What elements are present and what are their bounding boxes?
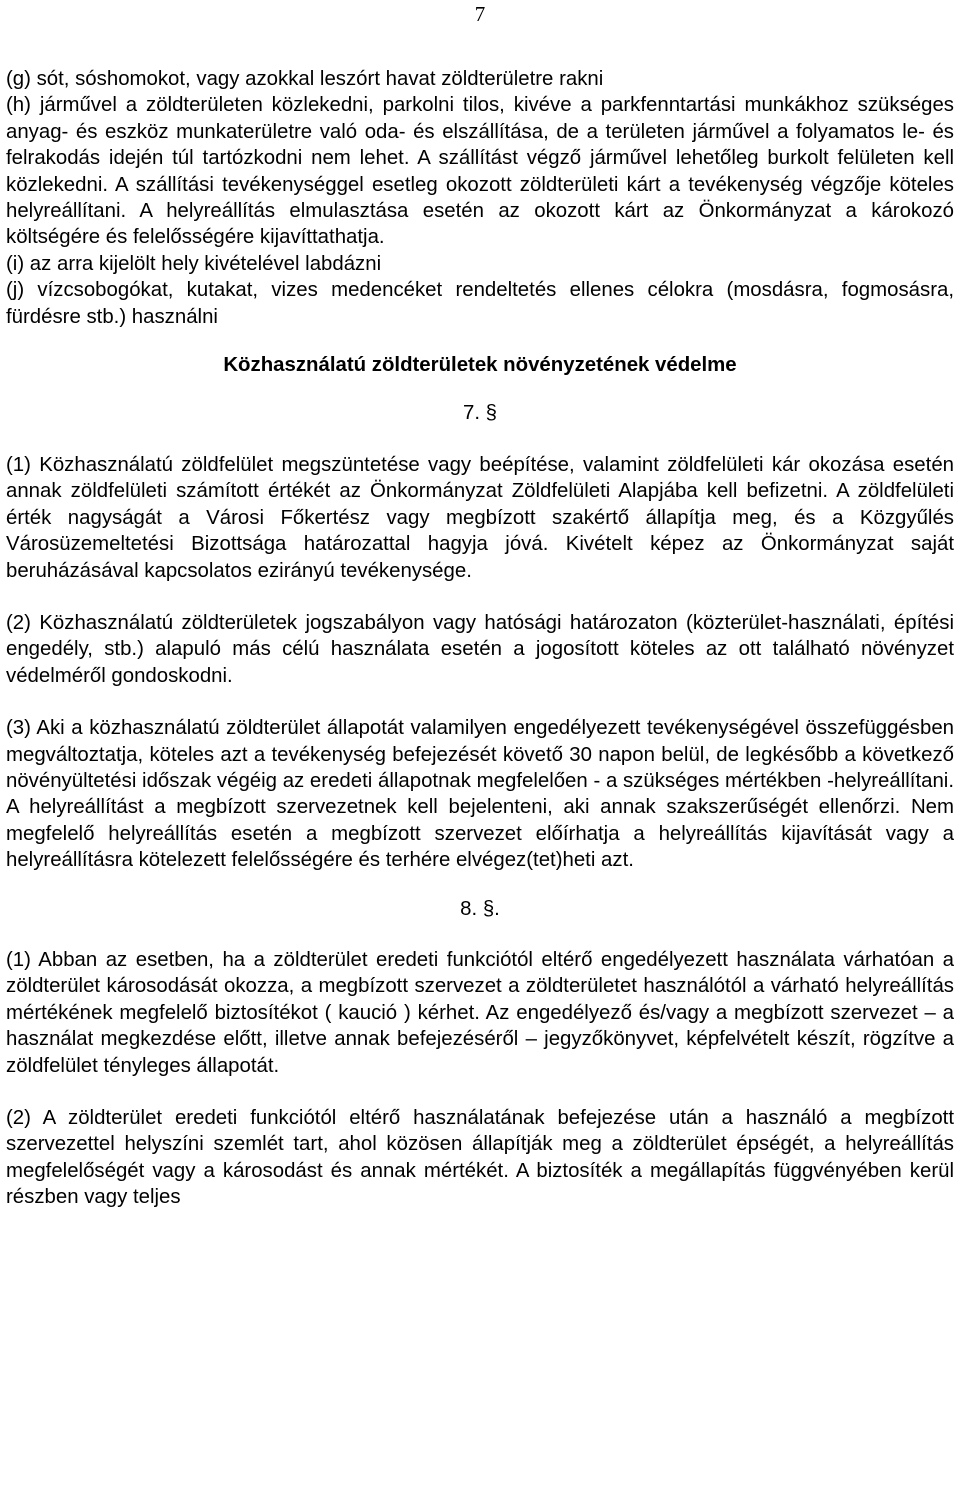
document-body bbox=[6, 66, 954, 1211]
page-number: 7 bbox=[474, 2, 486, 26]
section-heading: Közhasználatú zöldterületek növényzetének védelme bbox=[223, 354, 737, 377]
paragraph-j: (j) vízcsobogókat, kutakat, vizes medencéket rendeltetés ellenes célokra (mosdásra, fogmosásra, fürdésre stb.) használni bbox=[6, 279, 954, 328]
section-7-paragraph-2: (2) Közhasználatú zöldterületek jogszabályon vagy hatósági határozaton (közterület-használati, építési engedély, stb.) alapuló más célú használata esetén a jogosított köteles az ott található növényzet védelméről gondoskodni. bbox=[6, 611, 954, 687]
section-7-mark: 7. § bbox=[462, 402, 497, 425]
paragraph-i: (i) az arra kijelölt hely kivételével labdázni bbox=[6, 252, 382, 275]
section-7-paragraph-3: (3) Aki a közhasználatú zöldterület állapotát valamilyen engedélyezett tevékenységével összefüggésben megváltoztatja, köteles azt a tevékenység befejezését követő 30 napon belül, de legkésőbb a következő növényültetési időszak végéig az eredeti állapotnak megfelelően - a szükséges mértékben -helyreállítani. A helyreállítást a megbízott szervezetnek kell bejelenteni, aki annak szakszerűségét ellenőrzi. Nem megfelelő helyreállítás esetén a megbízott szervezet előírhatja a helyreállítás kijavítását vagy a helyreállításra kötelezett felelősségére és terhére elvégez(tet)heti azt. bbox=[6, 717, 954, 872]
section-8-paragraph-2: (2) A zöldterület eredeti funkciótól eltérő használatának befejezése után a használó a megbízott szervezettel helyszíni szemlét tart, ahol közösen állapítják meg a zöldterület épségét, a helyreállítás megfelelőségét vagy a károsodást és annak mértékét. A biztosíték a megállapítás függvényében kerül részben vagy teljes bbox=[6, 1107, 954, 1209]
section-7-paragraph-1: (1) Közhasználatú zöldfelület megszüntetése vagy beépítése, valamint zöldfelületi kár okozása esetén annak zöldfelületi számított értékét az Önkormányzat Zöldfelületi Alapjába kell befizetni. A zöldfelületi érték nagyságát a Városi Főkertész vagy megbízott szakértő állapítja meg, és a Közgyűlés Városüzemeltetési Bizottsága határozattal hagyja jóvá. Kivételt képez az Önkormányzat saját beruházásával kapcsolatos ezirányú tevékenysége. bbox=[6, 453, 954, 582]
paragraph-h: (h) járművel a zöldterületen közlekedni, parkolni tilos, kivéve a parkfenntartási munkákhoz szükséges anyag- és eszköz munkaterületre való oda- és elszállítása, de a területen járművel a folyamatos le- és felrakodás idején túl tartózkodni nem lehet. A szállítást végző járművel lehetőleg burkolt felületen kell közlekedni. A szállítási tevékenységgel esetleg okozott zöldterületi kárt a tevékenység végzője köteles helyreállítani. A helyreállítás elmulasztása esetén az okozott kárt az Önkormányzat a károkozó költségére és felelősségére kijavíttathatja. bbox=[6, 94, 954, 249]
section-8-paragraph-1: (1) Abban az esetben, ha a zöldterület eredeti funkciótól eltérő engedélyezett használata várhatóan a zöldterület károsodását okozza, a megbízott szervezet a zöldterületet használótól a várható helyreállítás mértékének megfelelő biztosítékot ( kaució ) kérhet. Az engedélyező és/vagy a megbízott szervezet – a használat megkezdése előtt, illetve annak befejezéséről – jegyzőkönyvet, képfelvételt készít, rögzítve a zöldfelület tényleges állapotát. bbox=[6, 948, 954, 1077]
paragraph-g: (g) sót, sóshomokot, vagy azokkal leszórt havat zöldterületre rakni bbox=[6, 68, 604, 90]
section-8-mark: 8. §. bbox=[460, 897, 500, 920]
